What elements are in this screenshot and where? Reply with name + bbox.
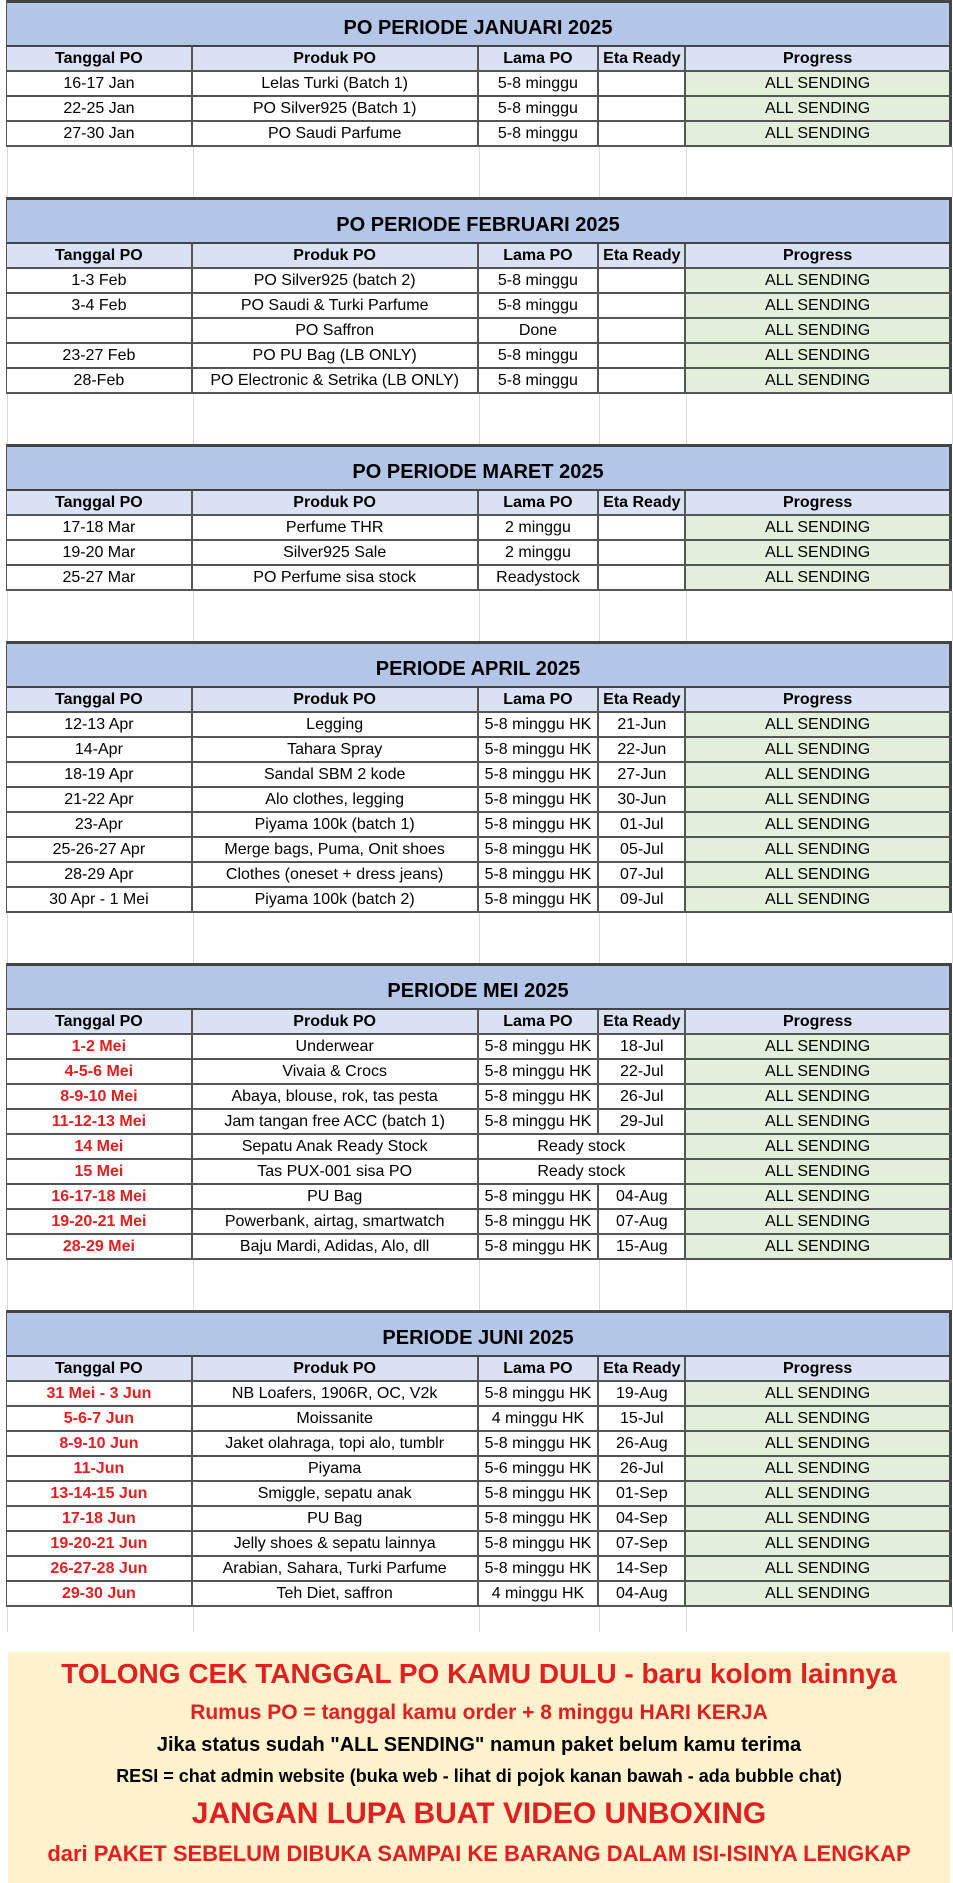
cell-eta: [599, 369, 686, 392]
table-row: [7, 1160, 952, 1185]
cell-produk: Tas PUX-001 sisa PO: [193, 1160, 479, 1183]
cell-progress: ALL SENDING: [686, 516, 952, 539]
cell-progress: ALL SENDING: [686, 1185, 952, 1208]
cell-eta: 04-Sep: [599, 1507, 686, 1530]
table-row: [7, 1110, 952, 1135]
table-row: [7, 1382, 952, 1407]
table-row: [7, 1407, 952, 1432]
cell-eta: 05-Jul: [599, 838, 686, 861]
table-row: [7, 1507, 952, 1532]
column-header: Tanggal PO: [7, 1010, 193, 1033]
table-row: [7, 369, 952, 394]
cell-lama: 5-8 minggu HK: [479, 1110, 600, 1133]
column-header: Produk PO: [193, 688, 479, 711]
footer-line-formula: Rumus PO = tanggal kamu order + 8 minggu HARI KERJA: [190, 1701, 768, 1724]
table-row: [7, 813, 952, 838]
cell-lama: 5-8 minggu HK: [479, 1557, 600, 1580]
cell-progress: ALL SENDING: [686, 1532, 952, 1555]
cell-progress: ALL SENDING: [686, 838, 952, 861]
table-header: [7, 1357, 952, 1382]
cell-eta: 07-Sep: [599, 1532, 686, 1555]
cell-progress: ALL SENDING: [686, 1235, 952, 1258]
cell-eta: 01-Jul: [599, 813, 686, 836]
table-row: [7, 1582, 952, 1607]
cell-eta: 26-Jul: [599, 1085, 686, 1108]
cell-produk: Piyama 100k (batch 1): [193, 813, 479, 836]
cell-progress: ALL SENDING: [686, 269, 952, 292]
table-header: [7, 1010, 952, 1035]
cell-eta: 26-Jul: [599, 1457, 686, 1480]
cell-tanggal: 16-17 Jan: [7, 72, 193, 95]
cell-produk: PO Silver925 (Batch 1): [193, 97, 479, 120]
cell-lama: 4 minggu HK: [479, 1407, 600, 1430]
cell-eta: 22-Jul: [599, 1060, 686, 1083]
blank-row: [0, 616, 953, 641]
cell-progress: ALL SENDING: [686, 1557, 952, 1580]
cell-progress: ALL SENDING: [686, 713, 952, 736]
cell-tanggal: [7, 319, 193, 342]
cell-produk: Tahara Spray: [193, 738, 479, 761]
period-section: [6, 444, 952, 591]
cell-produk: PO Electronic & Setrika (LB ONLY): [193, 369, 479, 392]
table-row: [7, 1532, 952, 1557]
cell-progress: ALL SENDING: [686, 97, 952, 120]
column-header: Tanggal PO: [7, 1357, 193, 1380]
cell-lama: 2 minggu: [479, 516, 600, 539]
table-row: [7, 888, 952, 913]
blank-row: [0, 591, 953, 616]
cell-lama: 5-8 minggu HK: [479, 1507, 600, 1530]
column-header: Lama PO: [479, 491, 600, 514]
cell-lama: 5-8 minggu HK: [479, 713, 600, 736]
section-title: PO PERIODE MARET 2025: [7, 444, 952, 491]
blank-row: [0, 1285, 953, 1310]
column-header: Produk PO: [193, 47, 479, 70]
cell-lama: 5-8 minggu HK: [479, 1532, 600, 1555]
column-header: Tanggal PO: [7, 491, 193, 514]
footer-notes: [8, 1652, 950, 1883]
cell-eta: 01-Sep: [599, 1482, 686, 1505]
table-row: [7, 713, 952, 738]
cell-tanggal: 27-30 Jan: [7, 122, 193, 145]
cell-lama: 4 minggu HK: [479, 1582, 600, 1605]
cell-tanggal: 4-5-6 Mei: [7, 1060, 193, 1083]
cell-lama: 5-8 minggu HK: [479, 1085, 600, 1108]
table-row: [7, 1060, 952, 1085]
cell-eta: 26-Aug: [599, 1432, 686, 1455]
cell-progress: ALL SENDING: [686, 541, 952, 564]
column-header: Eta Ready: [599, 688, 686, 711]
footer-line-unboxing: JANGAN LUPA BUAT VIDEO UNBOXING: [191, 1797, 767, 1830]
cell-progress: ALL SENDING: [686, 344, 952, 367]
footer-line-unboxing-detail: dari PAKET SEBELUM DIBUKA SAMPAI KE BARANG DALAM ISI-ISINYA LENGKAP: [47, 1841, 911, 1866]
section-title: PO PERIODE JANUARI 2025: [7, 0, 952, 47]
table-row: [7, 516, 952, 541]
column-header: Eta Ready: [599, 244, 686, 267]
cell-lama: 5-6 minggu HK: [479, 1457, 600, 1480]
cell-tanggal: 3-4 Feb: [7, 294, 193, 317]
cell-tanggal: 8-9-10 Mei: [7, 1085, 193, 1108]
table-row: [7, 541, 952, 566]
cell-produk: Jam tangan free ACC (batch 1): [193, 1110, 479, 1133]
footer-line-status: Jika status sudah "ALL SENDING" namun paket belum kamu terima: [156, 1734, 802, 1756]
cell-eta: 15-Aug: [599, 1235, 686, 1258]
table-row: [7, 738, 952, 763]
cell-progress: ALL SENDING: [686, 1160, 952, 1183]
table-row: [7, 294, 952, 319]
footer-line-resi: RESI = chat admin website (buka web - lihat di pojok kanan bawah - ada bubble chat): [116, 1766, 842, 1786]
cell-produk: Clothes (oneset + dress jeans): [193, 863, 479, 886]
table-row: [7, 863, 952, 888]
cell-lama: 5-8 minggu: [479, 369, 600, 392]
blank-row: [0, 394, 953, 419]
blank-row: [0, 172, 953, 197]
cell-produk: Abaya, blouse, rok, tas pesta: [193, 1085, 479, 1108]
table-row: [7, 1135, 952, 1160]
cell-eta: [599, 122, 686, 145]
cell-produk: PO PU Bag (LB ONLY): [193, 344, 479, 367]
table-row: [7, 72, 952, 97]
cell-lama: 5-8 minggu HK: [479, 1185, 600, 1208]
cell-tanggal: 15 Mei: [7, 1160, 193, 1183]
cell-tanggal: 8-9-10 Jun: [7, 1432, 193, 1455]
cell-lama: 5-8 minggu HK: [479, 1060, 600, 1083]
cell-eta: 29-Jul: [599, 1110, 686, 1133]
cell-produk: Piyama 100k (batch 2): [193, 888, 479, 911]
cell-tanggal: 19-20 Mar: [7, 541, 193, 564]
column-header: Lama PO: [479, 1357, 600, 1380]
cell-tanggal: 23-27 Feb: [7, 344, 193, 367]
cell-progress: ALL SENDING: [686, 1135, 952, 1158]
cell-progress: ALL SENDING: [686, 863, 952, 886]
cell-produk: Merge bags, Puma, Onit shoes: [193, 838, 479, 861]
cell-lama: 5-8 minggu HK: [479, 1210, 600, 1233]
table-row: [7, 344, 952, 369]
cell-progress: ALL SENDING: [686, 813, 952, 836]
cell-tanggal: 18-19 Apr: [7, 763, 193, 786]
cell-tanggal: 1-3 Feb: [7, 269, 193, 292]
cell-produk: Sandal SBM 2 kode: [193, 763, 479, 786]
cell-tanggal: 29-30 Jun: [7, 1582, 193, 1605]
cell-eta: [599, 97, 686, 120]
cell-lama: 5-8 minggu HK: [479, 788, 600, 811]
cell-progress: ALL SENDING: [686, 763, 952, 786]
cell-lama: 5-8 minggu HK: [479, 838, 600, 861]
cell-eta: 21-Jun: [599, 713, 686, 736]
table-row: [7, 269, 952, 294]
cell-lama: 5-8 minggu HK: [479, 1482, 600, 1505]
cell-lama: 5-8 minggu: [479, 294, 600, 317]
cell-eta: [599, 294, 686, 317]
column-header: Lama PO: [479, 688, 600, 711]
cell-produk: Jaket olahraga, topi alo, tumblr: [193, 1432, 479, 1455]
cell-produk: PO Saffron: [193, 319, 479, 342]
cell-produk: Piyama: [193, 1457, 479, 1480]
cell-produk: Powerbank, airtag, smartwatch: [193, 1210, 479, 1233]
cell-tanggal: 16-17-18 Mei: [7, 1185, 193, 1208]
cell-progress: ALL SENDING: [686, 319, 952, 342]
table-row: [7, 566, 952, 591]
table-row: [7, 763, 952, 788]
cell-tanggal: 28-29 Apr: [7, 863, 193, 886]
cell-tanggal: 17-18 Mar: [7, 516, 193, 539]
cell-progress: ALL SENDING: [686, 1210, 952, 1233]
column-header: Eta Ready: [599, 1010, 686, 1033]
column-header: Progress: [686, 244, 952, 267]
cell-tanggal: 19-20-21 Jun: [7, 1532, 193, 1555]
column-header: Progress: [686, 491, 952, 514]
column-header: Progress: [686, 1357, 952, 1380]
cell-lama: Readystock: [479, 566, 600, 589]
cell-tanggal: 13-14-15 Jun: [7, 1482, 193, 1505]
cell-tanggal: 26-27-28 Jun: [7, 1557, 193, 1580]
cell-eta: 07-Aug: [599, 1210, 686, 1233]
cell-eta: [599, 541, 686, 564]
cell-progress: ALL SENDING: [686, 1582, 952, 1605]
cell-progress: ALL SENDING: [686, 369, 952, 392]
cell-lama: 5-8 minggu HK: [479, 763, 600, 786]
table-row: [7, 1235, 952, 1260]
cell-eta: 07-Jul: [599, 863, 686, 886]
table-row: [7, 1035, 952, 1060]
cell-produk: Arabian, Sahara, Turki Parfume: [193, 1557, 479, 1580]
cell-tanggal: 11-12-13 Mei: [7, 1110, 193, 1133]
cell-tanggal: 28-29 Mei: [7, 1235, 193, 1258]
cell-progress: ALL SENDING: [686, 294, 952, 317]
cell-progress: ALL SENDING: [686, 1110, 952, 1133]
cell-lama: 5-8 minggu HK: [479, 1035, 600, 1058]
cell-produk: Legging: [193, 713, 479, 736]
cell-lama: 5-8 minggu HK: [479, 813, 600, 836]
cell-lama: 5-8 minggu HK: [479, 1382, 600, 1405]
cell-tanggal: 22-25 Jan: [7, 97, 193, 120]
cell-progress: ALL SENDING: [686, 1407, 952, 1430]
cell-lama: 5-8 minggu: [479, 72, 600, 95]
cell-tanggal: 14-Apr: [7, 738, 193, 761]
cell-tanggal: 30 Apr - 1 Mei: [7, 888, 193, 911]
cell-eta: [599, 319, 686, 342]
cell-produk: Underwear: [193, 1035, 479, 1058]
cell-progress: ALL SENDING: [686, 1382, 952, 1405]
table-row: [7, 788, 952, 813]
cell-eta: 04-Aug: [599, 1185, 686, 1208]
table-row: [7, 1557, 952, 1582]
cell-lama: 5-8 minggu: [479, 269, 600, 292]
cell-progress: ALL SENDING: [686, 1085, 952, 1108]
cell-tanggal: 31 Mei - 3 Jun: [7, 1382, 193, 1405]
cell-produk: Perfume THR: [193, 516, 479, 539]
cell-produk: PU Bag: [193, 1507, 479, 1530]
blank-row: [0, 913, 953, 938]
cell-tanggal: 5-6-7 Jun: [7, 1407, 193, 1430]
cell-eta: 30-Jun: [599, 788, 686, 811]
cell-eta: [599, 516, 686, 539]
cell-produk: Baju Mardi, Adidas, Alo, dll: [193, 1235, 479, 1258]
cell-tanggal: 23-Apr: [7, 813, 193, 836]
cell-lama: 5-8 minggu HK: [479, 1235, 600, 1258]
blank-row: [0, 147, 953, 172]
table-row: [7, 838, 952, 863]
blank-row: [0, 1607, 953, 1632]
cell-lama: 5-8 minggu HK: [479, 888, 600, 911]
section-title: PO PERIODE FEBRUARI 2025: [7, 197, 952, 244]
column-header: Produk PO: [193, 244, 479, 267]
cell-eta: 14-Sep: [599, 1557, 686, 1580]
cell-lama: 5-8 minggu HK: [479, 1432, 600, 1455]
cell-progress: ALL SENDING: [686, 788, 952, 811]
table-row: [7, 97, 952, 122]
blank-row: [0, 938, 953, 963]
period-section: [6, 1310, 952, 1607]
cell-eta: 27-Jun: [599, 763, 686, 786]
table-header: [7, 244, 952, 269]
table-row: [7, 1432, 952, 1457]
table-row: [7, 1482, 952, 1507]
cell-lama: 5-8 minggu: [479, 97, 600, 120]
section-title: PERIODE MEI 2025: [7, 963, 952, 1010]
period-section: [6, 197, 952, 394]
column-header: Lama PO: [479, 244, 600, 267]
cell-lama: 5-8 minggu HK: [479, 863, 600, 886]
column-header: Produk PO: [193, 1010, 479, 1033]
cell-lama: Ready stock: [479, 1135, 687, 1158]
cell-produk: PO Perfume sisa stock: [193, 566, 479, 589]
cell-produk: NB Loafers, 1906R, OC, V2k: [193, 1382, 479, 1405]
cell-produk: Vivaia & Crocs: [193, 1060, 479, 1083]
column-header: Lama PO: [479, 1010, 600, 1033]
cell-tanggal: 11-Jun: [7, 1457, 193, 1480]
cell-progress: ALL SENDING: [686, 888, 952, 911]
table-header: [7, 688, 952, 713]
cell-eta: 15-Jul: [599, 1407, 686, 1430]
cell-tanggal: 19-20-21 Mei: [7, 1210, 193, 1233]
cell-eta: 09-Jul: [599, 888, 686, 911]
cell-progress: ALL SENDING: [686, 1432, 952, 1455]
cell-eta: 22-Jun: [599, 738, 686, 761]
cell-produk: PO Saudi & Turki Parfume: [193, 294, 479, 317]
footer-line-check-date: TOLONG CEK TANGGAL PO KAMU DULU - baru kolom lainnya: [61, 1658, 897, 1689]
cell-tanggal: 21-22 Apr: [7, 788, 193, 811]
cell-progress: ALL SENDING: [686, 1060, 952, 1083]
column-header: Eta Ready: [599, 47, 686, 70]
table-row: [7, 1185, 952, 1210]
column-header: Tanggal PO: [7, 688, 193, 711]
cell-eta: [599, 566, 686, 589]
cell-eta: 18-Jul: [599, 1035, 686, 1058]
column-header: Tanggal PO: [7, 47, 193, 70]
cell-eta: 19-Aug: [599, 1382, 686, 1405]
cell-eta: 04-Aug: [599, 1582, 686, 1605]
cell-produk: Teh Diet, saffron: [193, 1582, 479, 1605]
cell-lama: 5-8 minggu HK: [479, 738, 600, 761]
cell-progress: ALL SENDING: [686, 738, 952, 761]
cell-lama: Done: [479, 319, 600, 342]
cell-tanggal: 25-27 Mar: [7, 566, 193, 589]
cell-produk: Sepatu Anak Ready Stock: [193, 1135, 479, 1158]
column-header: Progress: [686, 688, 952, 711]
cell-tanggal: 1-2 Mei: [7, 1035, 193, 1058]
cell-tanggal: 14 Mei: [7, 1135, 193, 1158]
cell-produk: Jelly shoes & sepatu lainnya: [193, 1532, 479, 1555]
cell-tanggal: 12-13 Apr: [7, 713, 193, 736]
blank-row: [0, 1260, 953, 1285]
table-row: [7, 1210, 952, 1235]
period-section: [6, 641, 952, 913]
cell-eta: [599, 269, 686, 292]
table-row: [7, 319, 952, 344]
cell-produk: Smiggle, sepatu anak: [193, 1482, 479, 1505]
cell-progress: ALL SENDING: [686, 1457, 952, 1480]
table-row: [7, 1085, 952, 1110]
cell-eta: [599, 344, 686, 367]
cell-lama: 5-8 minggu: [479, 122, 600, 145]
section-title: PERIODE APRIL 2025: [7, 641, 952, 688]
cell-progress: ALL SENDING: [686, 1035, 952, 1058]
section-title: PERIODE JUNI 2025: [7, 1310, 952, 1357]
table-header: [7, 491, 952, 516]
cell-produk: Lelas Turki (Batch 1): [193, 72, 479, 95]
cell-produk: PO Saudi Parfume: [193, 122, 479, 145]
cell-produk: Alo clothes, legging: [193, 788, 479, 811]
cell-produk: PO Silver925 (batch 2): [193, 269, 479, 292]
cell-progress: ALL SENDING: [686, 566, 952, 589]
column-header: Lama PO: [479, 47, 600, 70]
cell-eta: [599, 72, 686, 95]
cell-produk: Silver925 Sale: [193, 541, 479, 564]
column-header: Produk PO: [193, 1357, 479, 1380]
cell-lama: 2 minggu: [479, 541, 600, 564]
table-header: [7, 47, 952, 72]
cell-lama: 5-8 minggu: [479, 344, 600, 367]
column-header: Eta Ready: [599, 1357, 686, 1380]
cell-tanggal: 17-18 Jun: [7, 1507, 193, 1530]
cell-progress: ALL SENDING: [686, 1482, 952, 1505]
cell-produk: Moissanite: [193, 1407, 479, 1430]
column-header: Tanggal PO: [7, 244, 193, 267]
cell-progress: ALL SENDING: [686, 72, 952, 95]
blank-row: [0, 419, 953, 444]
period-section: [6, 0, 952, 147]
cell-lama: Ready stock: [479, 1160, 687, 1183]
table-row: [7, 122, 952, 147]
column-header: Produk PO: [193, 491, 479, 514]
cell-tanggal: 25-26-27 Apr: [7, 838, 193, 861]
column-header: Progress: [686, 1010, 952, 1033]
column-header: Progress: [686, 47, 952, 70]
cell-tanggal: 28-Feb: [7, 369, 193, 392]
period-section: [6, 963, 952, 1260]
column-header: Eta Ready: [599, 491, 686, 514]
cell-progress: ALL SENDING: [686, 1507, 952, 1530]
table-row: [7, 1457, 952, 1482]
cell-progress: ALL SENDING: [686, 122, 952, 145]
cell-produk: PU Bag: [193, 1185, 479, 1208]
